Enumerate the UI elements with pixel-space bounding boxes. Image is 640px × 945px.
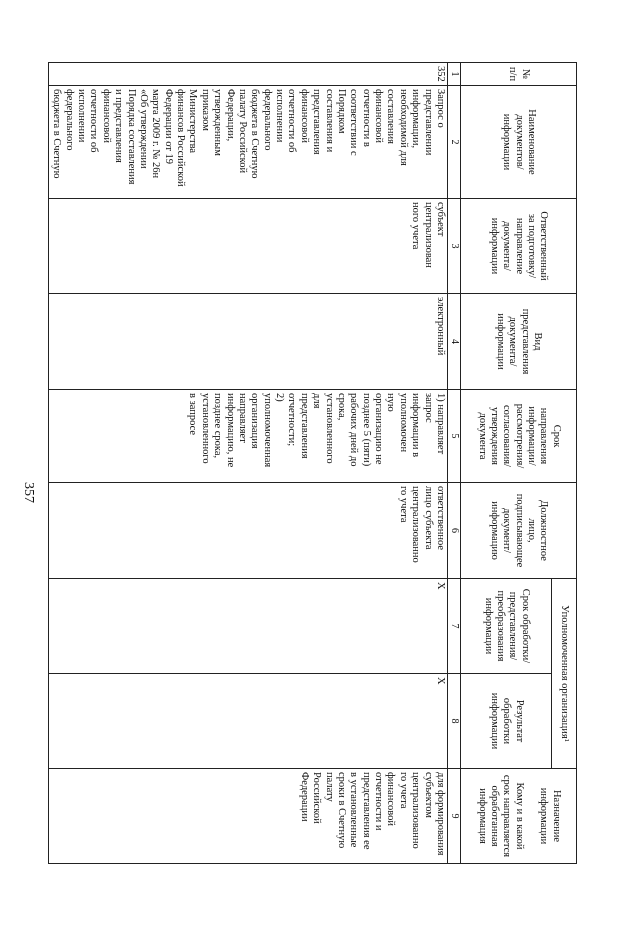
header-name: Наименование документов/ информации <box>461 86 577 199</box>
header-responsible: Ответственный за подготовку/ направление документа/ информации <box>461 199 577 294</box>
header-term: Срок направления информации/ рассмотрения/ согласования/ утверждения документа <box>461 390 577 483</box>
col-num: 4 <box>448 294 461 390</box>
header-term-processing: Срок обработки/ представления/ преобразования информации <box>461 579 552 674</box>
row-responsible: субъект централизован ного учета <box>49 199 448 294</box>
row-result: X <box>49 674 448 769</box>
table-row <box>49 63 448 864</box>
col-num: 3 <box>448 199 461 294</box>
col-num: 6 <box>448 483 461 579</box>
col-num: 5 <box>448 390 461 483</box>
header-official: Должностное лицо, подписывающее документ/ информацию <box>461 483 577 579</box>
col-num: 8 <box>448 674 461 769</box>
page-number: 357 <box>21 482 36 503</box>
header-number: № п/п <box>461 63 577 86</box>
document-table <box>48 62 577 864</box>
column-numbers-row <box>448 63 461 864</box>
row-official: ответственное лицо субъекта централизованно го учета <box>49 483 448 579</box>
header-purpose: Назначение информации Кому и в какой срок направляется обработанная информация <box>461 769 577 864</box>
header-row-1 <box>552 63 577 864</box>
header-result: Результат обработки информации <box>461 674 552 769</box>
col-num: 9 <box>448 769 461 864</box>
header-authorized-org: Уполномоченная организация¹ <box>552 579 577 769</box>
row-term-processing: X <box>49 579 448 674</box>
row-purpose: для формирования субъектом централизованно го учета финансовой отчетности и представления ее в установленные сроки в Счетную палату Российской Федерации <box>49 769 448 864</box>
col-num: 1 <box>448 63 461 86</box>
row-kind: электронный <box>49 294 448 390</box>
row-term: 1) направляет запрос информации в уполномочен ную организацию не позднее 5 (пяти) рабочих дней до срока, установленного для представления отчетности; 2) уполномоченная организация направляет информацию, не позднее срока, установленного в запросе <box>49 390 448 483</box>
col-num: 7 <box>448 579 461 674</box>
col-num: 2 <box>448 86 461 199</box>
row-number: 352 <box>49 63 448 86</box>
header-kind: Вид представления документа/ информации <box>461 294 577 390</box>
row-doc-name: Запрос о представлении информации, необходимой для составления финансовой отчетности в соответствии с Порядком составления и представления финансовой отчетности об исполнении федерального бюджета в Счетную палату Российской Федерации, утвержденным приказом Министерства финансов Российской Федерации от 19 марта 2009 г. № 26н «Об утверждении Порядка составления и представления финансовой отчетности об исполнении федерального бюджета в Счетную <box>49 86 448 199</box>
